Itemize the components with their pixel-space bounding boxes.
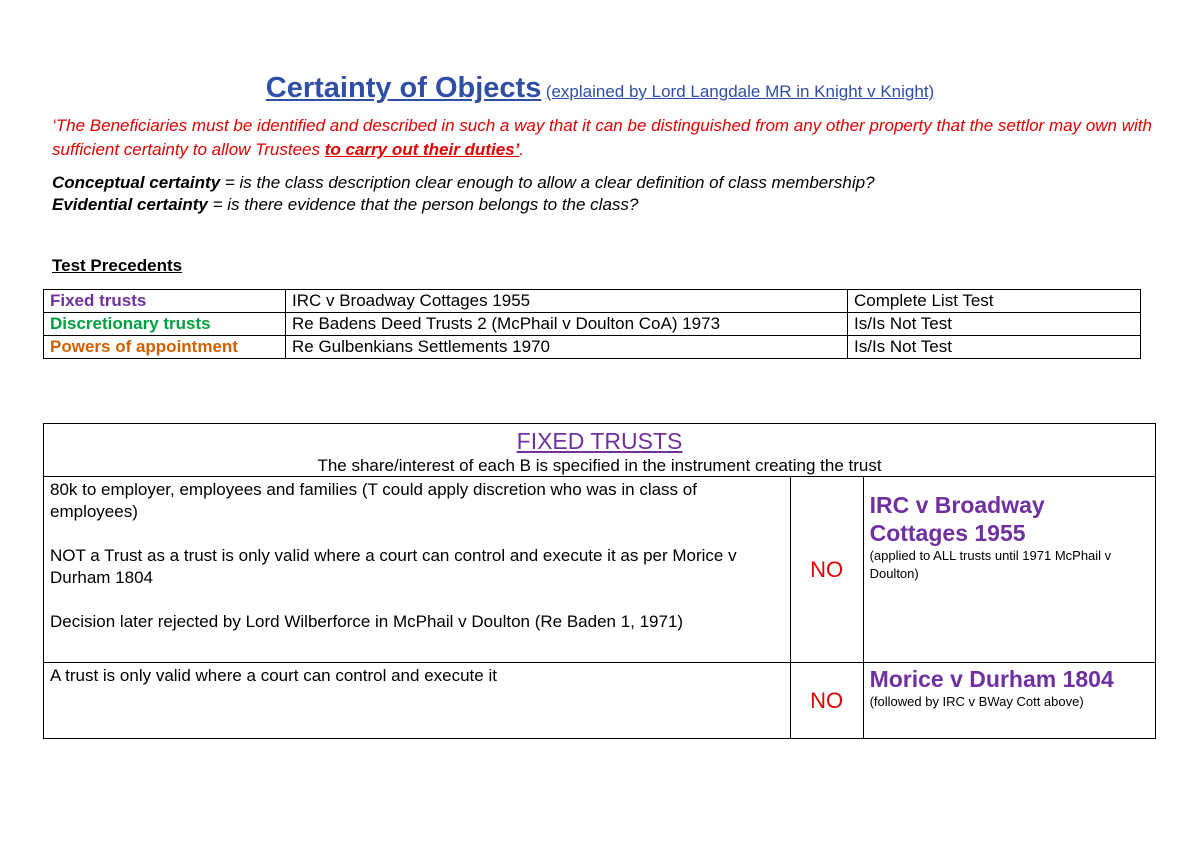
table-row bbox=[44, 477, 1156, 663]
quote-emphasis: to carry out their duties’ bbox=[324, 140, 520, 159]
test-cell: Is/Is Not Test bbox=[848, 313, 1141, 336]
page-title: Certainty of Objects bbox=[265, 72, 542, 104]
quote-end: . bbox=[519, 140, 525, 159]
page-subtitle: (explained by Lord Langdale MR in Knight v Knight) bbox=[545, 82, 935, 101]
verdict-cell: NO bbox=[790, 663, 863, 739]
case-note: (applied to ALL trusts until 1971 McPhail v Doulton) bbox=[869, 548, 1112, 581]
description-paragraph: Decision later rejected by Lord Wilberforce in McPhail v Doulton (Re Baden 1, 1971) bbox=[50, 612, 684, 631]
description-paragraph: NOT a Trust as a trust is only valid where a court can control and execute it as per Morice v Durham 1804 bbox=[50, 546, 737, 587]
table-row bbox=[44, 663, 1156, 739]
case-name: Morice v Durham 1804 bbox=[869, 666, 1114, 692]
certainty-definitions bbox=[52, 172, 1152, 216]
case-cell: IRC v Broadway Cottages 1955 bbox=[286, 290, 848, 313]
fixed-trusts-subtitle: The share/interest of each B is specified in the instrument creating the trust bbox=[317, 456, 882, 475]
trust-type-cell: Powers of appointment bbox=[44, 336, 286, 359]
definition-evidential bbox=[52, 194, 1152, 216]
definition-conceptual bbox=[52, 172, 1152, 194]
verdict-cell: NO bbox=[790, 477, 863, 663]
fixed-trusts-header bbox=[44, 424, 1156, 477]
fixed-trusts-title: FIXED TRUSTS bbox=[516, 428, 683, 454]
description-paragraph: A trust is only valid where a court can control and execute it bbox=[50, 666, 497, 685]
case-reference-cell bbox=[863, 663, 1155, 739]
test-cell: Is/Is Not Test bbox=[848, 336, 1141, 359]
case-name: IRC v Broadway Cottages 1955 bbox=[869, 492, 1045, 546]
case-description bbox=[44, 663, 791, 739]
definition-text: = is the class description clear enough to allow a clear definition of class membership? bbox=[220, 173, 875, 192]
table-row bbox=[44, 290, 1141, 313]
definition-text: = is there evidence that the person belongs to the class? bbox=[207, 195, 639, 214]
case-cell: Re Badens Deed Trusts 2 (McPhail v Doulton CoA) 1973 bbox=[286, 313, 848, 336]
trust-type-cell: Fixed trusts bbox=[44, 290, 286, 313]
quote-text: ‘The Beneficiaries must be identified and described in such a way that it can be distinguished from any other property that the settlor may own with sufficient certainty to allow Trustees bbox=[52, 116, 1152, 159]
title-line bbox=[0, 72, 1200, 105]
description-paragraph: 80k to employer, employees and families (T could apply discretion who was in class of employees) bbox=[50, 480, 697, 521]
precedents-heading: Test Precedents bbox=[52, 256, 183, 275]
precedents-table bbox=[43, 289, 1141, 359]
definition-term: Evidential certainty bbox=[52, 195, 208, 214]
definition-term: Conceptual certainty bbox=[52, 173, 221, 192]
table-row bbox=[44, 336, 1141, 359]
trust-type-cell: Discretionary trusts bbox=[44, 313, 286, 336]
test-cell: Complete List Test bbox=[848, 290, 1141, 313]
knight-quote bbox=[52, 114, 1172, 162]
case-note: (followed by IRC v BWay Cott above) bbox=[869, 694, 1084, 709]
case-cell: Re Gulbenkians Settlements 1970 bbox=[286, 336, 848, 359]
fixed-trusts-table bbox=[43, 423, 1156, 739]
fixed-trusts-header-row bbox=[44, 424, 1156, 477]
table-row bbox=[44, 313, 1141, 336]
case-reference-cell bbox=[863, 477, 1155, 663]
case-description bbox=[44, 477, 791, 663]
